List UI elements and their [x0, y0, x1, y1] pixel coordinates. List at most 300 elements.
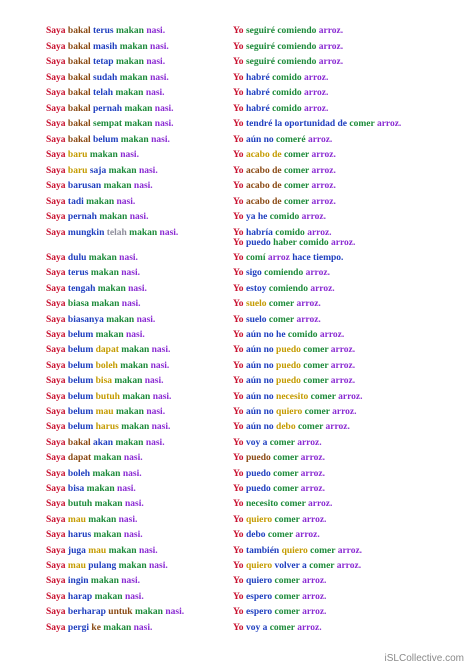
word-segment: bakal	[65, 437, 91, 448]
word-segment: saja	[87, 165, 107, 176]
word-segment: Yo	[233, 545, 244, 556]
word-segment: tengah	[65, 283, 96, 294]
word-segment: Saya	[46, 212, 66, 222]
word-segment: Saya	[46, 72, 66, 83]
phrase-row	[0, 24, 474, 38]
spanish-phrase	[233, 55, 343, 69]
word-segment: bakal	[65, 103, 91, 114]
spanish-phrase	[233, 148, 336, 162]
spanish-phrase	[233, 164, 336, 178]
word-segment: arroz.	[307, 283, 335, 294]
word-segment: terus	[65, 268, 89, 279]
word-segment: bakal	[65, 41, 91, 52]
word-segment: nasi.	[143, 437, 165, 448]
word-segment: makan	[93, 330, 124, 340]
word-segment: ya he	[243, 212, 268, 222]
word-segment: harus	[93, 422, 119, 433]
word-segment: Saya	[46, 499, 66, 510]
word-segment: Saya	[46, 181, 66, 191]
word-segment: baru	[65, 165, 88, 176]
word-segment: aún no	[243, 376, 274, 387]
word-segment: comeré	[273, 134, 306, 145]
word-segment: harap	[65, 591, 93, 602]
word-segment: bakal	[65, 119, 91, 129]
word-segment: comer	[300, 345, 329, 356]
word-segment: akan	[90, 437, 114, 448]
spanish-phrase	[233, 71, 328, 85]
indonesian-phrase	[46, 133, 170, 147]
indonesian-phrase	[46, 343, 170, 357]
word-segment: Saya	[46, 227, 66, 238]
word-segment: arroz.	[335, 545, 363, 556]
indonesian-phrase	[46, 559, 168, 573]
word-segment: makan	[113, 26, 144, 36]
word-segment: Yo	[233, 360, 244, 371]
word-segment: Yo	[233, 330, 244, 340]
word-segment: makan	[119, 391, 151, 402]
word-segment: Yo	[233, 150, 244, 160]
spanish-phrase	[233, 451, 325, 465]
word-segment: Saya	[46, 607, 66, 618]
phrase-row	[0, 55, 474, 69]
word-segment: quiero	[243, 561, 273, 571]
phrase-row	[0, 328, 474, 342]
word-segment: arroz.	[328, 360, 356, 371]
phrase-row	[0, 343, 474, 357]
word-segment: nasi.	[136, 545, 158, 556]
word-segment: untuk	[105, 607, 133, 618]
indonesian-phrase	[46, 436, 165, 450]
word-segment: makan	[132, 607, 163, 618]
word-segment: makan	[87, 150, 118, 160]
word-segment: arroz.	[328, 238, 356, 248]
word-segment: acabo de	[243, 150, 282, 160]
word-segment: butuh	[93, 391, 120, 402]
word-segment: Saya	[46, 376, 66, 387]
word-segment: Saya	[46, 561, 66, 571]
word-segment: barusan	[65, 181, 102, 191]
word-segment: Saya	[46, 26, 66, 36]
word-segment: quiero	[273, 407, 303, 417]
word-segment: comer	[270, 468, 299, 479]
word-segment: debo	[273, 422, 296, 433]
phrase-row	[0, 436, 474, 450]
word-segment: nasi.	[143, 57, 166, 67]
indonesian-phrase	[46, 164, 158, 178]
word-segment: Yo	[233, 41, 244, 52]
word-segment: Yo	[233, 134, 244, 145]
phrase-row	[0, 71, 474, 85]
word-segment: Yo	[233, 484, 244, 494]
word-segment: Saya	[46, 422, 66, 433]
word-segment: comer	[281, 181, 310, 191]
word-segment: Saya	[46, 134, 66, 145]
spanish-phrase	[233, 513, 326, 527]
word-segment: arroz.	[316, 57, 344, 67]
word-segment: sudah	[90, 72, 118, 83]
word-segment: Saya	[46, 330, 66, 340]
word-segment: Yo	[233, 437, 244, 448]
word-segment: biasa	[65, 299, 90, 310]
word-segment: debo	[243, 530, 266, 541]
word-segment: telah	[104, 227, 127, 238]
word-segment: aún no	[243, 391, 274, 402]
word-segment: arroz.	[316, 41, 344, 52]
word-segment: nasi.	[116, 514, 138, 525]
word-segment: Saya	[46, 360, 66, 371]
word-segment: Yo	[233, 468, 244, 479]
word-segment: arroz.	[298, 484, 326, 494]
word-segment: makan	[101, 181, 132, 191]
indonesian-phrase	[46, 405, 165, 419]
indonesian-phrase	[46, 467, 142, 481]
indonesian-phrase	[46, 40, 169, 54]
word-segment: arroz.	[309, 181, 336, 191]
word-segment: Saya	[46, 119, 66, 129]
word-segment: nasi.	[143, 407, 166, 417]
indonesian-phrase	[46, 482, 136, 496]
word-segment: nasi.	[148, 134, 170, 145]
indonesian-phrase	[46, 390, 171, 404]
word-segment: puedo	[273, 345, 301, 356]
word-segment: Yo	[233, 591, 244, 602]
word-segment: makan	[88, 268, 119, 279]
word-segment: Saya	[46, 299, 66, 310]
word-segment: nasi.	[143, 88, 165, 98]
word-segment: pernah	[90, 103, 123, 114]
word-segment: nasi.	[120, 468, 142, 479]
word-segment: makan	[86, 253, 117, 263]
word-segment: Yo	[233, 72, 244, 83]
word-segment: nasi.	[122, 591, 144, 602]
spanish-phrase	[233, 86, 328, 100]
word-segment: makan	[85, 514, 117, 525]
word-segment: ingin	[65, 576, 89, 587]
word-segment: aún no	[243, 360, 274, 371]
word-segment: voy a	[243, 622, 268, 633]
word-segment: comer	[266, 314, 295, 325]
word-segment: comer	[272, 576, 300, 587]
word-segment: arroz	[265, 253, 290, 263]
word-segment: nasi.	[125, 283, 147, 294]
spanish-phrase	[233, 251, 343, 265]
word-segment: Saya	[46, 437, 66, 448]
word-segment: Yo	[233, 514, 244, 525]
word-segment: nasi.	[142, 376, 164, 387]
word-segment: pergi	[65, 622, 90, 633]
word-segment: Yo	[233, 103, 244, 114]
word-segment: biasanya	[65, 314, 104, 325]
word-segment: makan	[89, 299, 120, 310]
spanish-phrase	[233, 313, 321, 327]
word-segment: makan	[91, 530, 122, 541]
word-segment: comer	[281, 196, 310, 207]
word-segment: makan	[88, 576, 119, 587]
word-segment: comiendo	[261, 268, 304, 279]
word-segment: nasi.	[146, 561, 168, 571]
word-segment: bakal	[65, 134, 91, 145]
spanish-phrase	[233, 528, 320, 542]
word-segment: arroz.	[299, 591, 327, 602]
word-segment: harus	[65, 530, 92, 541]
spanish-phrase	[233, 266, 330, 280]
word-segment: Saya	[46, 407, 66, 417]
indonesian-phrase	[46, 313, 155, 327]
indonesian-phrase	[46, 374, 164, 388]
phrase-row	[0, 451, 474, 465]
word-segment: arroz.	[309, 165, 336, 176]
word-segment: Yo	[233, 196, 244, 207]
word-segment: comer	[272, 607, 300, 618]
word-segment: Saya	[46, 530, 66, 541]
word-segment: espero	[243, 591, 273, 602]
word-segment: comer	[308, 391, 336, 402]
spanish-phrase	[233, 328, 344, 342]
phrase-row	[0, 133, 474, 147]
word-segment: nasi.	[162, 607, 185, 618]
word-segment: Yo	[233, 283, 244, 294]
word-segment: comer	[281, 150, 310, 160]
word-segment: mau	[65, 514, 86, 525]
spanish-phrase	[233, 405, 357, 419]
phrase-row	[0, 605, 474, 619]
word-segment: nasi.	[121, 453, 143, 464]
phrase-row	[0, 179, 474, 193]
word-segment: arroz.	[299, 607, 327, 618]
phrase-row	[0, 420, 474, 434]
word-segment: nasi.	[123, 330, 145, 340]
phrase-row	[0, 86, 474, 100]
word-segment: Yo	[233, 530, 244, 541]
word-segment: comido	[267, 212, 300, 222]
phrase-row	[0, 297, 474, 311]
word-segment: arroz.	[301, 103, 329, 114]
indonesian-phrase	[46, 574, 140, 588]
word-segment: nasi.	[147, 41, 169, 52]
word-segment: makan	[118, 422, 150, 433]
indonesian-phrase	[46, 117, 174, 131]
word-segment: comer	[266, 299, 295, 310]
word-segment: belum	[65, 345, 94, 356]
word-segment: makan	[100, 622, 132, 633]
word-segment: arroz.	[309, 196, 336, 207]
word-segment: puedo	[243, 238, 271, 248]
indonesian-phrase	[46, 55, 165, 69]
word-segment: aún no he	[243, 330, 286, 340]
word-segment: makan	[122, 119, 153, 129]
word-segment: Saya	[46, 453, 66, 464]
word-segment: belum	[90, 134, 119, 145]
spanish-phrase	[233, 497, 332, 511]
word-segment: arroz.	[301, 72, 329, 83]
word-segment: Saya	[46, 391, 66, 402]
spanish-phrase	[233, 390, 363, 404]
word-segment: dapat	[93, 345, 119, 356]
word-segment: Yo	[233, 165, 244, 176]
word-segment: arroz.	[294, 437, 322, 448]
word-segment: telah	[90, 88, 114, 98]
word-segment: arroz.	[309, 150, 336, 160]
word-segment: Saya	[46, 468, 66, 479]
word-segment: bisa	[93, 376, 113, 387]
word-segment: mau	[93, 407, 114, 417]
word-segment: bakal	[65, 26, 91, 36]
word-segment: Yo	[233, 119, 244, 129]
word-segment: Yo	[233, 345, 244, 356]
word-segment: makan	[113, 88, 144, 98]
word-segment: arroz.	[316, 26, 344, 36]
word-segment: Yo	[233, 607, 244, 618]
word-segment: habré	[243, 103, 270, 114]
word-segment: belum	[65, 330, 94, 340]
word-segment: comido	[269, 88, 302, 98]
word-segment: Saya	[46, 165, 66, 176]
word-segment: nasi.	[152, 103, 174, 114]
word-segment: nasi.	[150, 391, 172, 402]
word-segment: nasi.	[118, 576, 141, 587]
word-segment: comer	[267, 437, 295, 448]
word-segment: makan	[113, 437, 144, 448]
word-segment: comido	[272, 227, 305, 238]
word-segment: arroz.	[328, 376, 356, 387]
phrase-row	[0, 405, 474, 419]
phrase-row	[0, 482, 474, 496]
word-segment: makan	[91, 453, 122, 464]
indonesian-phrase	[46, 328, 145, 342]
word-segment: Yo	[233, 376, 244, 387]
phrase-row	[0, 148, 474, 162]
indonesian-phrase	[46, 513, 137, 527]
word-segment: arroz.	[294, 299, 321, 310]
word-segment: Saya	[46, 484, 66, 494]
word-segment: seguiré comiendo	[243, 26, 317, 36]
word-segment: Yo	[233, 391, 244, 402]
word-segment: makan	[113, 407, 144, 417]
spanish-phrase	[233, 40, 343, 54]
word-segment: masih	[90, 41, 118, 52]
word-segment: arroz.	[299, 576, 327, 587]
word-segment: comer	[281, 165, 310, 176]
word-segment: tendré la oportunidad de	[243, 119, 348, 129]
word-segment: puedo	[243, 468, 271, 479]
word-segment: makan	[95, 283, 126, 294]
word-segment: baru	[65, 150, 88, 160]
word-segment: puedo	[273, 360, 301, 371]
word-segment: arroz.	[305, 134, 333, 145]
spanish-phrase	[233, 467, 325, 481]
word-segment: arroz.	[335, 391, 363, 402]
word-segment: arroz.	[329, 407, 357, 417]
word-segment: ke	[89, 622, 101, 633]
word-segment: necesito	[243, 499, 279, 510]
word-segment: acabo de	[243, 181, 282, 191]
indonesian-phrase	[46, 210, 148, 224]
word-segment: sempat	[90, 119, 123, 129]
word-segment: belum	[65, 422, 94, 433]
word-segment: comer	[306, 561, 335, 571]
word-segment: comido	[269, 72, 302, 83]
word-segment: makan	[117, 41, 148, 52]
word-segment: espero	[243, 607, 273, 618]
word-segment: Yo	[233, 253, 244, 263]
word-segment: Saya	[46, 150, 66, 160]
word-segment: nasi.	[114, 196, 136, 207]
spanish-phrase	[233, 420, 350, 434]
word-segment: Saya	[46, 576, 66, 587]
indonesian-phrase	[46, 297, 141, 311]
word-segment: Yo	[233, 268, 244, 279]
word-segment: Saya	[46, 591, 66, 602]
phrase-row	[0, 621, 474, 635]
phrase-row	[0, 467, 474, 481]
word-segment: Saya	[46, 268, 66, 279]
phrase-row	[0, 359, 474, 373]
word-segment: comido	[285, 330, 318, 340]
phrase-row	[0, 266, 474, 280]
word-segment: aún no	[243, 134, 274, 145]
word-segment: estoy	[243, 283, 267, 294]
word-segment: comer	[267, 622, 295, 633]
word-segment: butuh	[65, 499, 93, 510]
word-segment: makan	[96, 212, 128, 222]
word-segment: makan	[106, 545, 137, 556]
word-segment: arroz.	[294, 622, 322, 633]
word-segment: habré	[243, 72, 270, 83]
word-segment: comer	[295, 422, 324, 433]
phrase-row	[0, 559, 474, 573]
word-segment: comí	[243, 253, 266, 263]
word-segment: arroz.	[298, 453, 326, 464]
word-segment: makan	[118, 345, 150, 356]
word-segment: Yo	[233, 238, 244, 248]
word-segment: makan	[126, 227, 158, 238]
word-segment: comer	[272, 514, 300, 525]
word-segment: makan	[90, 468, 121, 479]
word-segment: comer	[307, 545, 336, 556]
word-segment: nasi.	[152, 119, 174, 129]
word-segment: Saya	[46, 196, 66, 207]
word-segment: Yo	[233, 227, 244, 238]
word-segment: nasi.	[114, 484, 136, 494]
indonesian-phrase	[46, 605, 184, 619]
word-segment: makan	[83, 196, 115, 207]
spanish-phrase	[233, 179, 336, 193]
word-segment: suelo	[243, 299, 267, 310]
word-segment: nasi.	[131, 181, 153, 191]
word-segment: quiero	[243, 576, 273, 587]
spanish-phrase	[233, 102, 328, 116]
word-segment: Yo	[233, 314, 244, 325]
word-segment: makan	[112, 376, 143, 387]
word-segment: arroz.	[298, 468, 326, 479]
word-segment: acabo de	[243, 196, 282, 207]
word-segment: también	[243, 545, 280, 556]
indonesian-phrase	[46, 420, 170, 434]
word-segment: Saya	[46, 622, 66, 633]
word-segment: Saya	[46, 283, 66, 294]
word-segment: comer	[347, 119, 375, 129]
word-segment: nasi.	[149, 345, 171, 356]
word-segment: nasi.	[136, 165, 158, 176]
word-segment: puedo	[243, 453, 271, 464]
spanish-phrase	[233, 195, 336, 209]
spanish-phrase	[233, 359, 355, 373]
phrase-row	[0, 117, 474, 131]
word-segment: makan	[92, 499, 123, 510]
word-segment: dapat	[65, 453, 92, 464]
phrase-row	[0, 164, 474, 178]
word-segment: belum	[65, 376, 94, 387]
